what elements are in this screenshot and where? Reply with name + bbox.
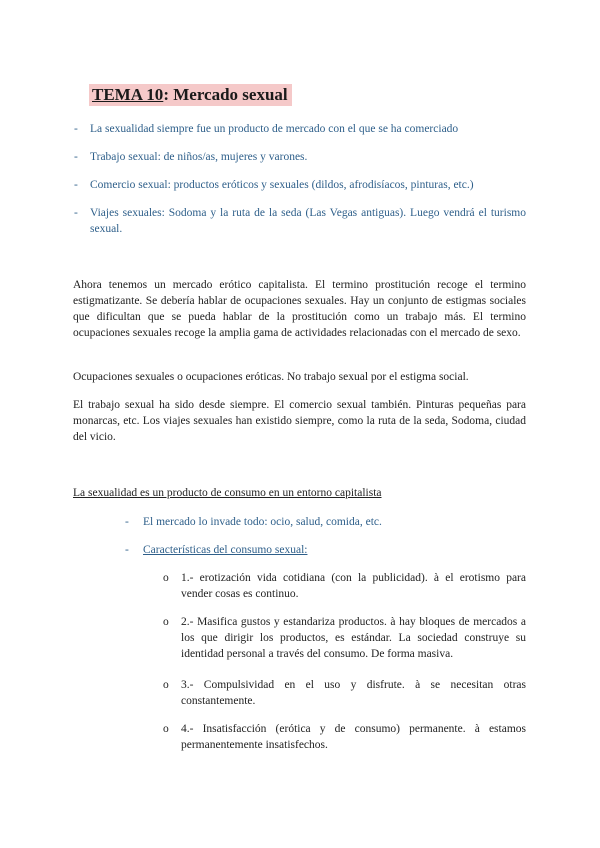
numbered-item-text: 2.- Masifica gustos y estandariza productos. à hay bloques de mercados a los que dirigir los productos, es estándar. La sociedad construye su identidad personal a través del consumo. De forma masiva. — [181, 616, 526, 660]
paragraph: Ocupaciones sexuales o ocupaciones eróticas. No trabajo sexual por el estigma social. — [73, 371, 469, 383]
bullet-item — [74, 177, 526, 193]
page-title — [89, 84, 292, 106]
section-heading: La sexualidad es un producto de consumo en un entorno capitalista — [73, 487, 382, 499]
circle-marker: o — [163, 723, 169, 735]
numbered-item-text: 1.- erotización vida cotidiana (con la publicidad). à el erotismo para vender cosas es continuo. — [181, 572, 526, 600]
numbered-item — [163, 677, 526, 709]
paragraph: El trabajo sexual ha sido desde siempre. El comercio sexual también. Pinturas pequeñas para monarcas, etc. Los viajes sexuales han existido siempre, como la ruta de la seda, Sodoma, ciudad del vicio. — [73, 399, 526, 443]
bullet-marker: - — [74, 179, 78, 191]
numbered-item-text: 3.- Compulsividad en el uso y disfrute. à se necesitan otras constantemente. — [181, 679, 526, 707]
sub-bullet-item — [125, 514, 525, 530]
sub-bullet-text: Características del consumo sexual: — [143, 544, 308, 556]
bullet-item — [74, 121, 526, 137]
circle-marker: o — [163, 679, 169, 691]
sub-bullet-item — [125, 542, 525, 558]
numbered-item — [163, 721, 526, 753]
title-rest: : Mercado sexual — [163, 85, 288, 104]
bullet-item — [74, 205, 526, 237]
circle-marker: o — [163, 616, 169, 628]
bullet-marker: - — [74, 123, 78, 135]
bullet-text: Comercio sexual: productos eróticos y sexuales (dildos, afrodisíacos, pinturas, etc.) — [90, 179, 474, 191]
bullet-item — [74, 149, 526, 165]
numbered-item — [163, 570, 526, 602]
bullet-marker: - — [125, 516, 129, 528]
bullet-text: Viajes sexuales: Sodoma y la ruta de la seda (Las Vegas antiguas). Luego vendrá el turismo sexual. — [90, 207, 526, 235]
bullet-text: Trabajo sexual: de niños/as, mujeres y varones. — [90, 151, 308, 163]
circle-marker: o — [163, 572, 169, 584]
bullet-marker: - — [74, 151, 78, 163]
numbered-item — [163, 614, 526, 662]
bullet-text: La sexualidad siempre fue un producto de mercado con el que se ha comerciado — [90, 123, 459, 135]
paragraph: Ahora tenemos un mercado erótico capitalista. El termino prostitución recoge el termino estigmatizante. Se debería hablar de ocupaciones sexuales. Hay un conjunto de estigmas sociales que dificultan que se pueda hablar de la prostitución como un trabajo más. El termino ocupaciones sexuales recoge la amplia gama de actividades relacionadas con el mercado de sexo. — [73, 279, 526, 339]
bullet-marker: - — [74, 207, 78, 219]
sub-bullet-text: El mercado lo invade todo: ocio, salud, comida, etc. — [143, 516, 382, 528]
numbered-item-text: 4.- Insatisfacción (erótica y de consumo) permanente. à estamos permanentemente insatisfechos. — [181, 723, 526, 751]
title-prefix: TEMA 10 — [92, 85, 164, 104]
bullet-marker: - — [125, 544, 129, 556]
